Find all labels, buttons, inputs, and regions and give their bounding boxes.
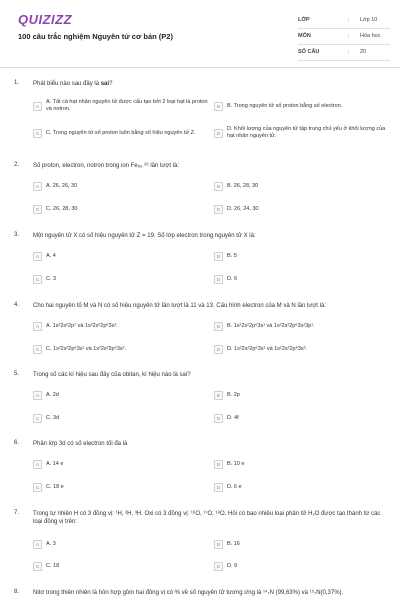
- option-text: C. Trong nguyên tử số proton luôn bằng số hiệu nguyên tử Z.: [46, 129, 196, 136]
- option-text: B. 16: [227, 540, 240, 547]
- option-c[interactable]: [33, 411, 208, 425]
- option-letter: C: [33, 483, 42, 492]
- option-letter: B: [214, 460, 223, 469]
- option-text: C. 3: [46, 275, 57, 282]
- meta-value: Lớp 10: [360, 17, 378, 23]
- question-text: Số proton, electron, notron trong ion Fe₅₆ ²⁶ lần lượt là:: [33, 163, 179, 169]
- option-a[interactable]: [33, 249, 208, 263]
- meta-label: SỐ CÂU: [298, 49, 320, 55]
- option-letter: A: [33, 460, 42, 469]
- option-a[interactable]: [33, 96, 208, 116]
- option-letter: D: [214, 562, 223, 571]
- option-letter: C: [33, 205, 42, 214]
- option-letter: A: [33, 182, 42, 191]
- option-d[interactable]: [214, 272, 389, 286]
- question-number: 8.: [14, 589, 20, 595]
- option-letter: C: [33, 129, 42, 138]
- option-letter: A: [33, 252, 42, 261]
- option-b[interactable]: [214, 457, 389, 471]
- question-number: 5.: [14, 371, 20, 377]
- option-text: B. 1s²2s²2p⁶3s¹ và 1s²2s²2p⁶3s²3p¹.: [227, 322, 315, 329]
- question-text: Cho hai nguyên tố M và N có số hiệu nguyên tử lần lượt là 11 và 13. Cấu hình electron của M và N lần lượt là:: [33, 303, 326, 309]
- option-text: A. 3: [46, 540, 56, 547]
- option-d[interactable]: [214, 342, 389, 356]
- option-a[interactable]: [33, 179, 208, 193]
- option-letter: C: [33, 345, 42, 354]
- question-number: 2.: [14, 162, 20, 168]
- question-number: 4.: [14, 302, 20, 308]
- meta-value: Hóa học: [360, 33, 381, 39]
- option-text: C. 18 e: [46, 483, 64, 490]
- option-d[interactable]: [214, 123, 389, 143]
- quizizz-logo: QUIZIZZ: [18, 12, 73, 27]
- option-letter: C: [33, 275, 42, 284]
- option-text: A. 2d: [46, 391, 59, 398]
- option-text: B. 2p: [227, 391, 240, 398]
- option-b[interactable]: [214, 249, 389, 263]
- option-d[interactable]: [214, 559, 389, 573]
- option-text: D. 4f: [227, 414, 239, 421]
- option-b[interactable]: [214, 96, 389, 116]
- option-c[interactable]: [33, 559, 208, 573]
- option-letter: C: [33, 414, 42, 423]
- option-c[interactable]: [33, 272, 208, 286]
- option-b[interactable]: [214, 179, 389, 193]
- option-text: D. Khối lượng của nguyên tử tập trung chủ yếu ở khối lượng của hạt nhân nguyên tử.: [227, 126, 386, 139]
- option-letter: D: [214, 275, 223, 284]
- option-c[interactable]: [33, 480, 208, 494]
- document-title: 100 câu trắc nghiệm Nguyên tử cơ bản (P2): [18, 32, 173, 41]
- option-letter: D: [214, 205, 223, 214]
- option-letter: D: [214, 345, 223, 354]
- option-text: D. 6: [227, 275, 238, 282]
- option-letter: D: [214, 483, 223, 492]
- page-header: [0, 0, 400, 68]
- meta-label: LỚP: [298, 17, 310, 23]
- option-letter: D: [214, 414, 223, 423]
- option-text: A. 1s²2s²2p⁷ và 1s²2s²2p⁶3s².: [46, 322, 118, 329]
- option-letter: B: [214, 322, 223, 331]
- question-text: Trong số các kí hiệu sau đây của obitan, kí hiệu nào là sai?: [33, 372, 191, 378]
- option-letter: D: [214, 129, 223, 138]
- option-b[interactable]: [214, 537, 389, 551]
- option-text: A. Tất cả hạt nhân nguyên tử được cấu tạo bởi 2 loại hạt là proton và notron.: [46, 99, 208, 112]
- option-a[interactable]: [33, 537, 208, 551]
- option-text: A. 14 e: [46, 460, 64, 467]
- option-b[interactable]: [214, 319, 389, 333]
- meta-subject: MÔN : Hóa học: [298, 29, 390, 45]
- option-d[interactable]: [214, 202, 389, 216]
- question-number: 1.: [14, 80, 20, 86]
- option-letter: B: [214, 102, 223, 111]
- option-text: D. 9: [227, 562, 238, 569]
- option-c[interactable]: [33, 342, 208, 356]
- question-text: Trong tự nhiên H có 3 đồng vị: ¹H, ²H, ³H. Oxi có 3 đồng vị: ¹⁶O, ¹⁷O, ¹⁸O. Hỏi có bao nhiêu loại phân tử H₂O được tạo thành từ các loại đồng vị trên:: [33, 511, 381, 525]
- option-text: C. 18: [46, 562, 60, 569]
- question-number: 3.: [14, 232, 20, 238]
- option-text: B. 26, 28, 30: [227, 182, 259, 189]
- option-text: D. 1s²2s²2p⁶3s¹ và 1s²2s²2p⁶3s³.: [227, 345, 308, 352]
- option-text: A. 4: [46, 252, 56, 259]
- option-a[interactable]: [33, 457, 208, 471]
- option-text: B. 5: [227, 252, 237, 259]
- option-text: A. 26, 26, 30: [46, 182, 78, 189]
- option-letter: B: [214, 391, 223, 400]
- meta-count: SỐ CÂU : 20: [298, 45, 390, 61]
- option-letter: B: [214, 182, 223, 191]
- option-letter: A: [33, 540, 42, 549]
- option-text: B. 10 e: [227, 460, 245, 467]
- option-letter: C: [33, 562, 42, 571]
- meta-label: MÔN: [298, 33, 311, 39]
- option-text: C. 3d: [46, 414, 60, 421]
- option-letter: A: [33, 322, 42, 331]
- option-a[interactable]: [33, 319, 208, 333]
- option-c[interactable]: [33, 123, 208, 143]
- option-letter: A: [33, 391, 42, 400]
- question-text: Nitơ trong thiên nhiên là hỗn hợp gồm hai đồng vị có % về số nguyên tử tương ứng là ¹⁴₇N (99,63%) và ¹⁵₇N(0,37%).: [33, 590, 344, 596]
- meta-value: 20: [360, 49, 367, 55]
- option-text: C. 1s²2s²2p⁶3s¹ và 1s²2s²2p⁶3s².: [46, 345, 127, 352]
- option-d[interactable]: [214, 411, 389, 425]
- option-c[interactable]: [33, 202, 208, 216]
- question-text: Phân lớp 3d có số electron tối đa là: [33, 441, 128, 447]
- option-letter: B: [214, 540, 223, 549]
- question-number: 7.: [14, 510, 20, 516]
- option-a[interactable]: [33, 388, 208, 402]
- meta-grade: LỚP : Lớp 10: [298, 13, 390, 29]
- question-text: Một nguyên tử X có số hiệu nguyên tử Z = 19. Số lớp electron trong nguyên tử X là:: [33, 233, 256, 239]
- option-letter: A: [33, 102, 42, 111]
- question-number: 6.: [14, 440, 20, 446]
- option-text: C. 26, 28, 30: [46, 205, 78, 212]
- option-letter: B: [214, 252, 223, 261]
- option-b[interactable]: [214, 388, 389, 402]
- question-text: Phát biểu nào sau đây là sai?: [33, 81, 113, 87]
- option-text: D. 6 e: [227, 483, 242, 490]
- option-d[interactable]: [214, 480, 389, 494]
- option-text: D. 26, 24, 30: [227, 205, 259, 212]
- option-text: B. Trong nguyên tử số proton bằng số electron.: [227, 102, 343, 109]
